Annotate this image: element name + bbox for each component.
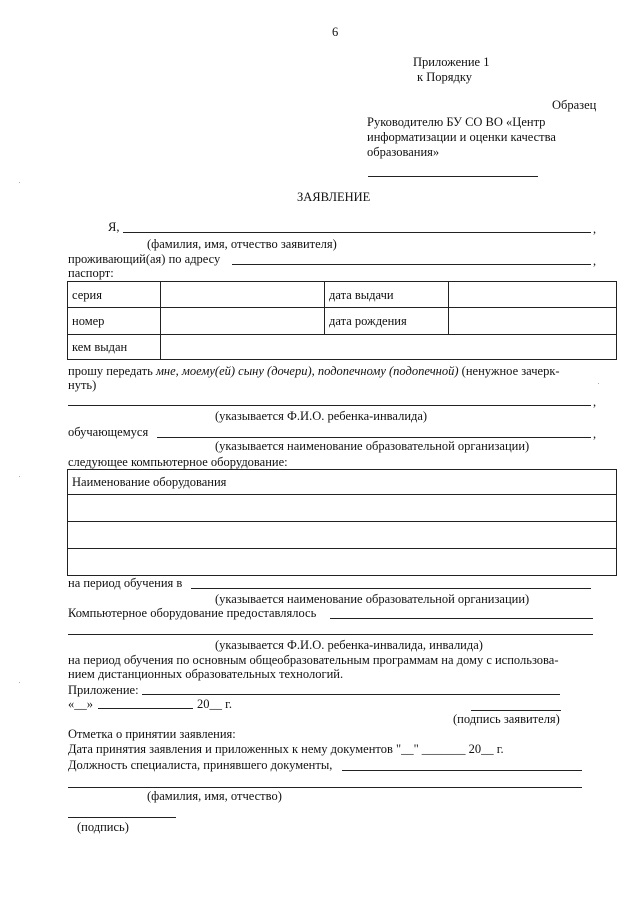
child-fio-hint: (указывается Ф.И.О. ребенка-инвалида) — [215, 409, 428, 423]
passport-issue-date-label: дата выдачи — [325, 282, 449, 308]
provided-label: Компьютерное оборудование предоставлялось — [68, 606, 317, 620]
provided-hint: (указывается Ф.И.О. ребенка-инвалида, инвалида) — [215, 638, 483, 652]
position-label: Должность специалиста, принявшего документы, — [68, 758, 333, 772]
study-org-hint: (указывается наименование образовательной организации) — [215, 592, 530, 606]
appendix-line1: Приложение 1 — [413, 55, 490, 69]
acceptance-title: Отметка о принятии заявления: — [68, 727, 236, 741]
equipment-row[interactable] — [68, 495, 617, 522]
addressee-name-line[interactable] — [368, 176, 538, 177]
programs-line1: на период обучения по основным общеобразовательным программам на дому с использова- — [68, 653, 559, 667]
student-org-hint: (указывается наименование образовательной организации) — [215, 439, 530, 453]
specialist-fio-line[interactable] — [68, 787, 582, 788]
applicant-signature-line[interactable] — [471, 710, 561, 711]
applicant-fio-hint: (фамилия, имя, отчество заявителя) — [147, 237, 337, 251]
scan-speck — [19, 476, 20, 477]
address-line[interactable] — [232, 264, 591, 265]
study-period-label: на период обучения в — [68, 576, 183, 590]
passport-number-value[interactable] — [161, 308, 325, 335]
appendix-line2: к Порядку — [417, 70, 472, 84]
passport-label: паспорт: — [68, 266, 114, 280]
passport-issue-date-value[interactable] — [449, 282, 617, 308]
passport-table — [67, 281, 617, 360]
birth-date-value[interactable] — [449, 308, 617, 335]
scan-speck — [19, 182, 20, 183]
position-line[interactable] — [342, 770, 582, 771]
specialist-signature-line[interactable] — [68, 817, 176, 818]
scan-speck — [19, 682, 20, 683]
equipment-intro: следующее компьютерное оборудование: — [68, 455, 288, 469]
date-month-line[interactable] — [98, 708, 193, 709]
student-comma: , — [593, 427, 597, 441]
student-org-line[interactable] — [157, 437, 591, 438]
child-comma: , — [593, 395, 597, 409]
issued-by-value[interactable] — [161, 335, 617, 360]
address-label: проживающий(ая) по адресу — [68, 252, 221, 266]
applicant-prefix: Я, — [108, 220, 120, 234]
scan-speck — [598, 383, 599, 384]
equipment-row[interactable] — [68, 549, 617, 576]
applicant-signature-hint: (подпись заявителя) — [453, 712, 560, 726]
attachment-label: Приложение: — [68, 683, 139, 697]
date-year: 20__ г. — [197, 697, 232, 711]
request-line2: нуть) — [68, 378, 97, 392]
study-org-line[interactable] — [191, 588, 591, 589]
acceptance-date-line: Дата принятия заявления и приложенных к нему документов "__" _______ 20__ г. — [68, 742, 504, 756]
student-label: обучающемуся — [68, 425, 149, 439]
page-number: 6 — [332, 25, 339, 39]
passport-series-label: серия — [68, 282, 161, 308]
specialist-signature-hint: (подпись) — [77, 820, 129, 834]
sample-label: Образец — [552, 98, 597, 112]
request-suffix: (ненужное зачерк- — [461, 364, 560, 378]
addressee-line1: Руководителю БУ СО ВО «Центр — [367, 115, 546, 129]
issued-by-label: кем выдан — [68, 335, 161, 360]
provided-to-line[interactable] — [330, 618, 593, 619]
document-title: ЗАЯВЛЕНИЕ — [297, 190, 371, 204]
specialist-fio-hint: (фамилия, имя, отчество) — [147, 789, 282, 803]
request-line1 — [68, 364, 598, 378]
applicant-comma: , — [593, 222, 597, 236]
equipment-row[interactable] — [68, 522, 617, 549]
attachment-line[interactable] — [142, 694, 560, 695]
child-fio-line[interactable] — [68, 405, 591, 406]
equipment-header: Наименование оборудования — [68, 470, 617, 495]
addressee-line2: информатизации и оценки качества — [367, 130, 556, 144]
date-day: «__» — [68, 697, 93, 711]
birth-date-label: дата рождения — [325, 308, 449, 335]
equipment-table — [67, 469, 617, 576]
addressee-line3: образования» — [367, 145, 440, 159]
address-comma: , — [593, 254, 597, 268]
request-italic: мне, моему(ей) сыну (дочери), подопечному (подопечной) — [155, 364, 459, 378]
passport-number-label: номер — [68, 308, 161, 335]
request-prefix: прошу передать — [68, 364, 153, 378]
programs-line2: нием дистанционных образовательных технологий. — [68, 667, 344, 681]
provided-to-line-2[interactable] — [68, 634, 593, 635]
applicant-fio-line[interactable] — [123, 232, 591, 233]
passport-series-value[interactable] — [161, 282, 325, 308]
